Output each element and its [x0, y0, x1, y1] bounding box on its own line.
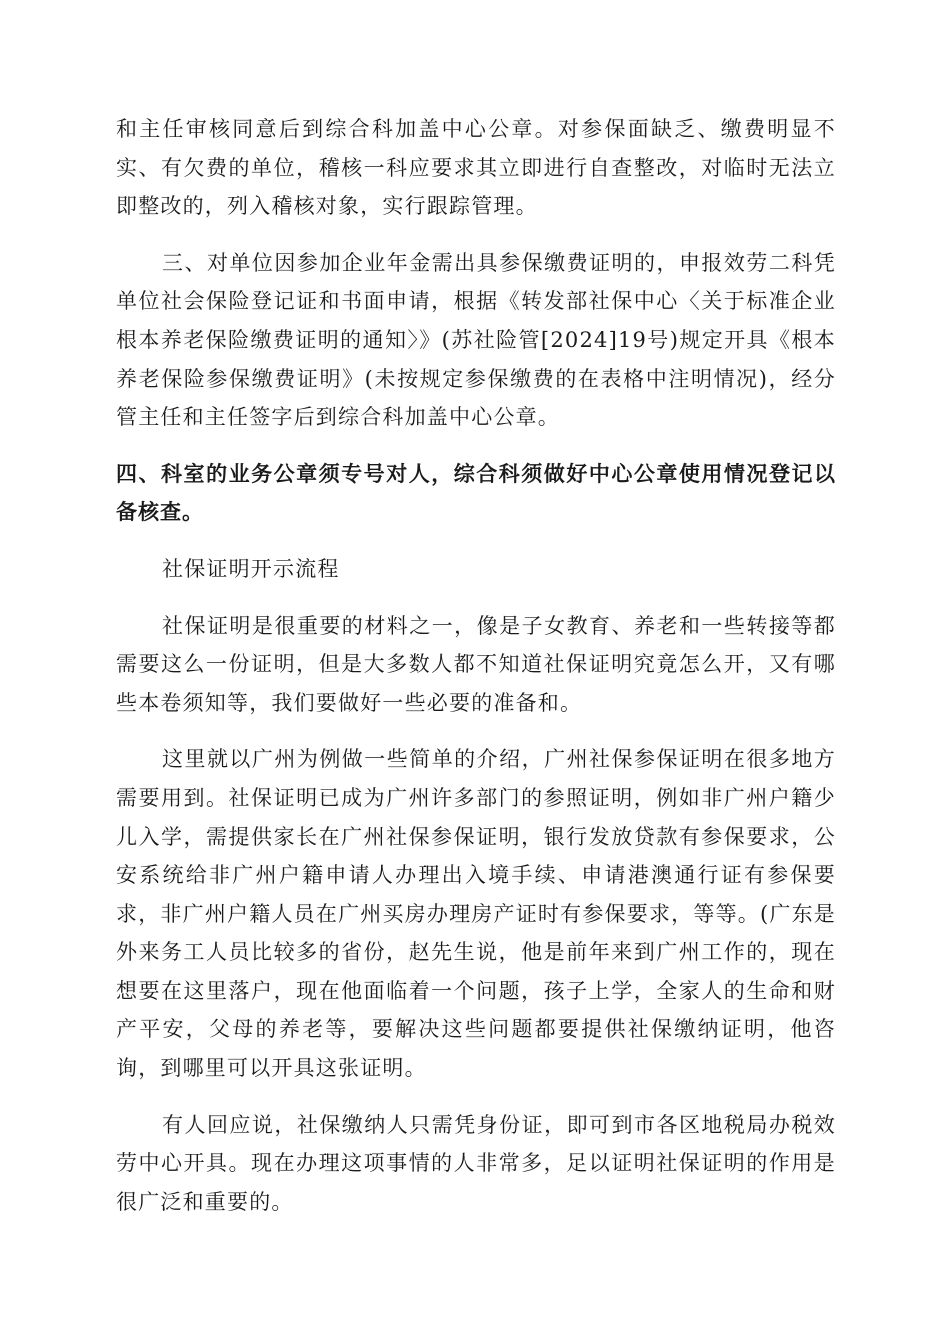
paragraph-intro-certificate: 社保证明是很重要的材料之一，像是子女教育、养老和一些转接等都需要这么一份证明，但是大多数人都不知道社保证明究竟怎么开，又有哪些本卷须知等，我们要做好一些必要的准备和。	[116, 613, 836, 715]
paragraph-seal-management-bold: 四、科室的业务公章须专号对人，综合科须做好中心公章使用情况登记以备核查。	[116, 461, 836, 525]
document-page	[116, 110, 836, 1239]
section-heading-social-security-process: 社保证明开示流程	[162, 556, 340, 581]
paragraph-annuity-certificate: 三、对单位因参加企业年金需出具参保缴费证明的，申报效劳二科凭单位社会保险登记证和书面申请，根据《转发部社保中心〈关于标准企业根本养老保险缴费证明的通知〉》(苏社险管[2024]19号)规定开具《根本养老保险参保缴费证明》(未按规定参保缴费的在表格中注明情况)，经分管主任和主任签字后到综合科加盖中心公章。	[116, 250, 836, 430]
paragraph-guangzhou-example: 这里就以广州为例做一些简单的介绍，广州社保参保证明在很多地方需要用到。社保证明已成为广州许多部门的参照证明，例如非广州户籍少儿入学，需提供家长在广州社保参保证明，银行发放贷款有参保要求，公安系统给非广州户籍申请人办理出入境手续、申请港澳通行证有参保要求，非广州户籍人员在广州买房办理房产证时有参保要求，等等。(广东是外来务工人员比较多的省份，赵先生说，他是前年来到广州工作的，现在想要在这里落户，现在他面临着一个问题，孩子上学，全家人的生命和财产平安，父母的养老等，要解决这些问题都要提供社保缴纳证明，他咨询，到哪里可以开具这张证明。	[116, 747, 836, 1081]
paragraph-seal-approval: 和主任审核同意后到综合科加盖中心公章。对参保面缺乏、缴费明显不实、有欠费的单位，稽核一科应要求其立即进行自查整改，对临时无法立即整改的，列入稽核对象，实行跟踪管理。	[116, 117, 836, 219]
paragraph-response: 有人回应说，社保缴纳人只需凭身份证，即可到市各区地税局办税效劳中心开具。现在办理这项事情的人非常多，足以证明社保证明的作用是很广泛和重要的。	[116, 1112, 836, 1214]
